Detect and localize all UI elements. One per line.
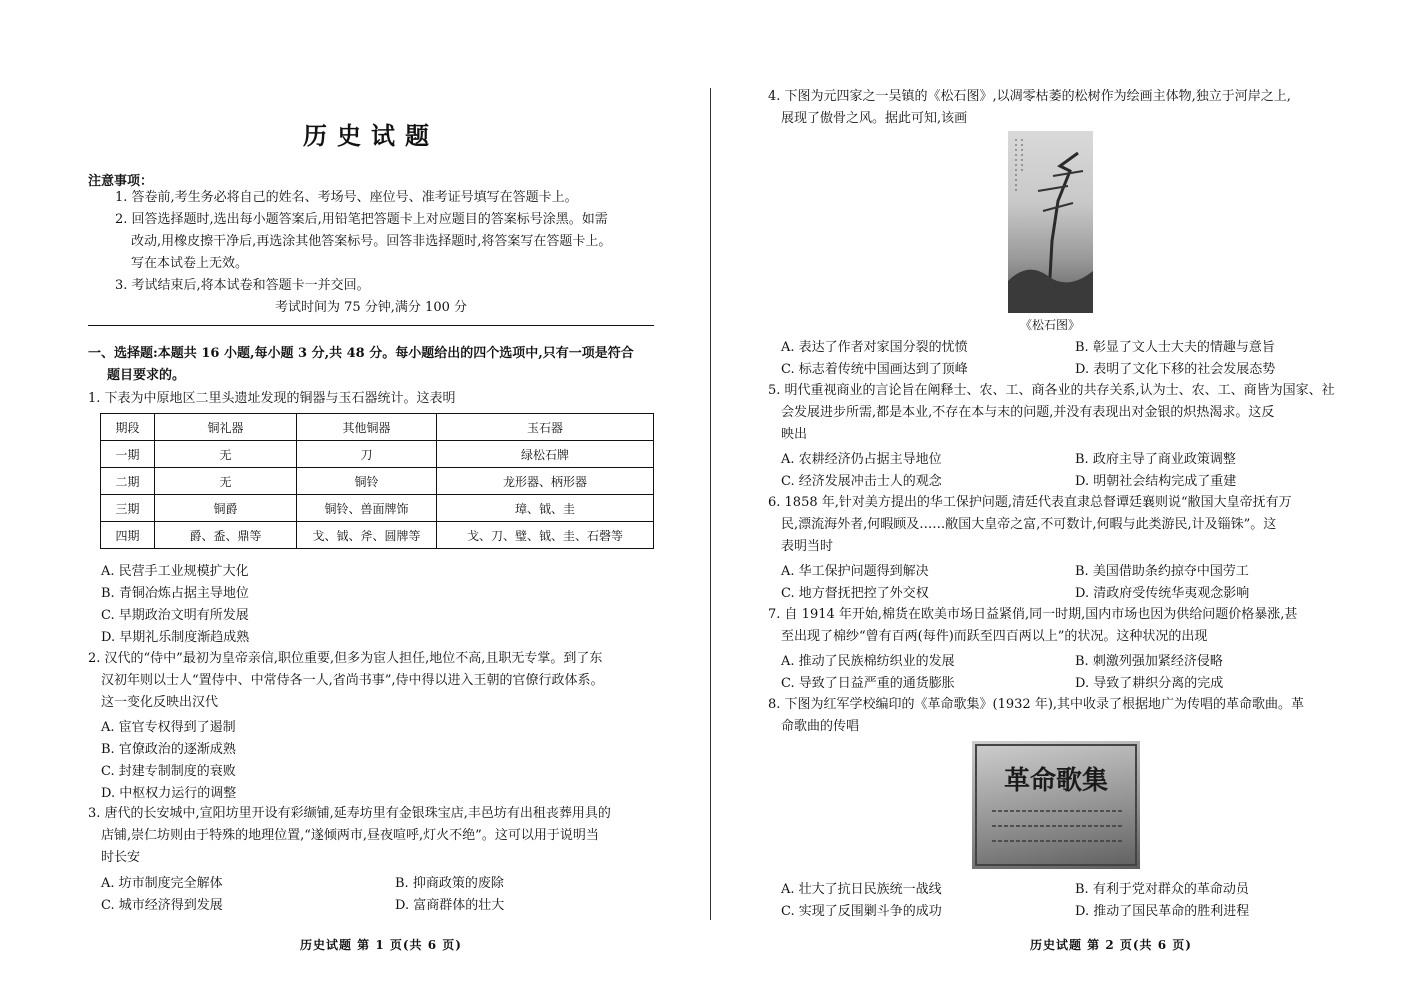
q4-line-1: 4. 下图为元四家之一吴镇的《松石图》,以凋零枯萎的松树作为绘画主体物,独立于河岸之上, [768,89,1291,104]
table-row [101,522,654,549]
q8-line-2: 命歌曲的传唱 [781,719,860,734]
q6-option-d: D. 清政府受传统华夷观念影响 [1075,586,1250,601]
q6-line-3: 表明当时 [781,539,834,554]
page-footer-left: 历史试题 第 1 页(共 6 页) [300,938,462,952]
table-cell: 四期 [101,522,155,549]
q6-option-a: A. 华工保护问题得到解决 [781,564,929,579]
table-cell: 三期 [101,495,155,522]
table-cell: 龙形器、柄形器 [437,468,654,495]
q1-option-b: B. 青铜冶炼占据主导地位 [101,586,249,601]
revolution-songbook-image [972,741,1140,869]
q2-option-b: B. 官僚政治的逐渐成熟 [101,742,236,757]
table-header: 玉石器 [437,414,654,441]
q1-option-a: A. 民营手工业规模扩大化 [101,564,249,579]
q3-line-3: 时长安 [101,850,141,865]
q4-option-d: D. 表明了文化下移的社会发展态势 [1075,362,1276,377]
section-heading-2: 题目要求的。 [107,368,186,383]
q5-line-3: 映出 [781,427,808,442]
table-row [101,495,654,522]
table-cell: 无 [155,468,297,495]
q8-option-c: C. 实现了反围剿斗争的成功 [781,904,942,919]
table-header: 铜礼器 [155,414,297,441]
table-cell: 戈、钺、斧、圆牌等 [297,522,437,549]
table-cell: 绿松石牌 [437,441,654,468]
painting-caption: 《松石图》 [1019,318,1080,332]
page-title: 历史试题 [303,121,439,150]
notice-heading: 注意事项： [88,174,154,189]
notice-item-2a: 2. 回答选择题时,选出每小题答案后,用铅笔把答题卡上对应题目的答案标号涂黑。如需 [115,212,608,227]
q4-option-b: B. 彰显了文人士大夫的情趣与意旨 [1075,340,1275,355]
q1-stem: 1. 下表为中原地区二里头遗址发现的铜器与玉石器统计。这表明 [88,391,456,406]
q8-line-1: 8. 下图为红军学校编印的《革命歌集》(1932 年),其中收录了根据地广为传唱的革命歌曲。革 [768,697,1305,712]
q1-table [100,413,654,549]
q1-option-c: C. 早期政治文明有所发展 [101,608,249,623]
q2-option-a: A. 宦官专权得到了遏制 [101,720,236,735]
q8-option-d: D. 推动了国民革命的胜利进程 [1075,904,1250,919]
q2-line-3: 这一变化反映出汉代 [101,695,219,710]
table-cell: 刀 [297,441,437,468]
notice-item-1: 1. 答卷前,考生务必将自己的姓名、考场号、座位号、准考证号填写在答题卡上。 [115,190,578,205]
table-header: 期段 [101,414,155,441]
q4-option-a: A. 表达了作者对家国分裂的忧愤 [781,340,968,355]
q4-line-2: 展现了傲骨之风。据此可知,该画 [781,111,968,126]
table-cell: 铜铃 [297,468,437,495]
q3-option-a: A. 坊市制度完全解体 [101,876,223,891]
page-divider [710,88,711,920]
q7-option-a: A. 推动了民族棉纺织业的发展 [781,654,955,669]
section-heading: 一、选择题:本题共 16 小题,每小题 3 分,共 48 分。每小题给出的四个选项中,只有一项是符合 [88,346,634,361]
q8-option-a: A. 壮大了抗日民族统一战线 [781,882,942,897]
q7-option-d: D. 导致了耕织分离的完成 [1075,676,1224,691]
songbook-cover-icon [972,741,1140,869]
q6-line-1: 6. 1858 年,针对美方提出的华工保护问题,清廷代表直隶总督谭廷襄则说“敝国大皇帝抚有万 [768,495,1292,510]
notice-item-2c: 写在本试卷上无效。 [131,256,249,271]
q6-option-b: B. 美国借助条约掠夺中国劳工 [1075,564,1249,579]
q5-option-c: C. 经济发展冲击士人的观念 [781,474,942,489]
songbook-title: 革命歌集 [1003,766,1109,796]
table-cell: 璋、钺、圭 [437,495,654,522]
table-cell: 铜爵 [155,495,297,522]
pine-tree-icon [1008,131,1093,313]
pine-rock-painting-image [1008,131,1093,313]
q3-line-2: 店铺,崇仁坊则由于特殊的地理位置,“遂倾两市,昼夜喧呼,灯火不绝”。这可以用于说明当 [101,828,599,843]
q7-line-2: 至出现了棉纱“曾有百两(每件)而跃至四百两以上”的状况。这种状况的出现 [781,629,1208,644]
table-cell: 二期 [101,468,155,495]
table-cell: 爵、盉、鼎等 [155,522,297,549]
q3-option-d: D. 富商群体的壮大 [395,898,505,913]
q8-option-b: B. 有利于党对群众的革命动员 [1075,882,1249,897]
q2-line-1: 2. 汉代的“侍中”最初为皇帝亲信,职位重要,但多为宦人担任,地位不高,且职无专掌。到了东 [88,651,603,666]
section-divider [88,325,654,326]
table-cell: 戈、刀、璧、钺、圭、石磬等 [437,522,654,549]
page-footer-right: 历史试题 第 2 页(共 6 页) [1030,938,1192,952]
q3-line-1: 3. 唐代的长安城中,宣阳坊里开设有彩缬铺,延寿坊里有金银珠宝店,丰邑坊有出租丧葬用具的 [88,806,611,821]
q7-option-c: C. 导致了日益严重的通货膨胀 [781,676,955,691]
q6-option-c: C. 地方督抚把控了外交权 [781,586,929,601]
q2-line-2: 汉初年则以士人“置侍中、中常侍各一人,省尚书事”,侍中得以进入王朝的官僚行政体系。 [101,673,604,688]
q4-option-c: C. 标志着传统中国画达到了顶峰 [781,362,968,377]
q5-line-2: 会发展进步所需,都是本业,不存在本与末的问题,并没有表现出对金银的炽热渴求。这反 [781,405,1275,420]
q5-line-1: 5. 明代重视商业的言论旨在阐释士、农、工、商各业的共存关系,认为士、农、工、商皆为国家、社 [768,383,1335,398]
q3-option-c: C. 城市经济得到发展 [101,898,223,913]
q5-option-d: D. 明朝社会结构完成了重建 [1075,474,1237,489]
q1-option-d: D. 早期礼乐制度渐趋成熟 [101,630,250,645]
table-cell: 铜铃、兽面牌饰 [297,495,437,522]
notice-item-3: 3. 考试结束后,将本试卷和答题卡一并交回。 [115,278,370,293]
q3-option-b: B. 抑商政策的废除 [395,876,504,891]
q2-option-d: D. 中枢权力运行的调整 [101,786,237,801]
q2-option-c: C. 封建专制制度的衰败 [101,764,236,779]
q7-option-b: B. 刺激列强加紧经济侵略 [1075,654,1223,669]
q7-line-1: 7. 自 1914 年开始,棉货在欧美市场日益紧俏,同一时期,国内市场也因为供给问题价格暴涨,甚 [768,607,1298,622]
notice-item-2b: 改动,用橡皮擦干净后,再选涂其他答案标号。回答非选择题时,将答案写在答题卡上。 [131,234,612,249]
q5-option-a: A. 农耕经济仍占据主导地位 [781,452,942,467]
table-cell: 无 [155,441,297,468]
table-row [101,441,654,468]
q5-option-b: B. 政府主导了商业政策调整 [1075,452,1236,467]
table-cell: 一期 [101,441,155,468]
table-row [101,468,654,495]
table-header: 其他铜器 [297,414,437,441]
exam-time: 考试时间为 75 分钟,满分 100 分 [274,300,468,315]
table-header-row [101,414,654,441]
q6-line-2: 民,漂流海外者,何暇顾及……敝国大皇帝之富,不可数计,何暇与此类游民,计及锱铢”。这 [781,517,1277,532]
